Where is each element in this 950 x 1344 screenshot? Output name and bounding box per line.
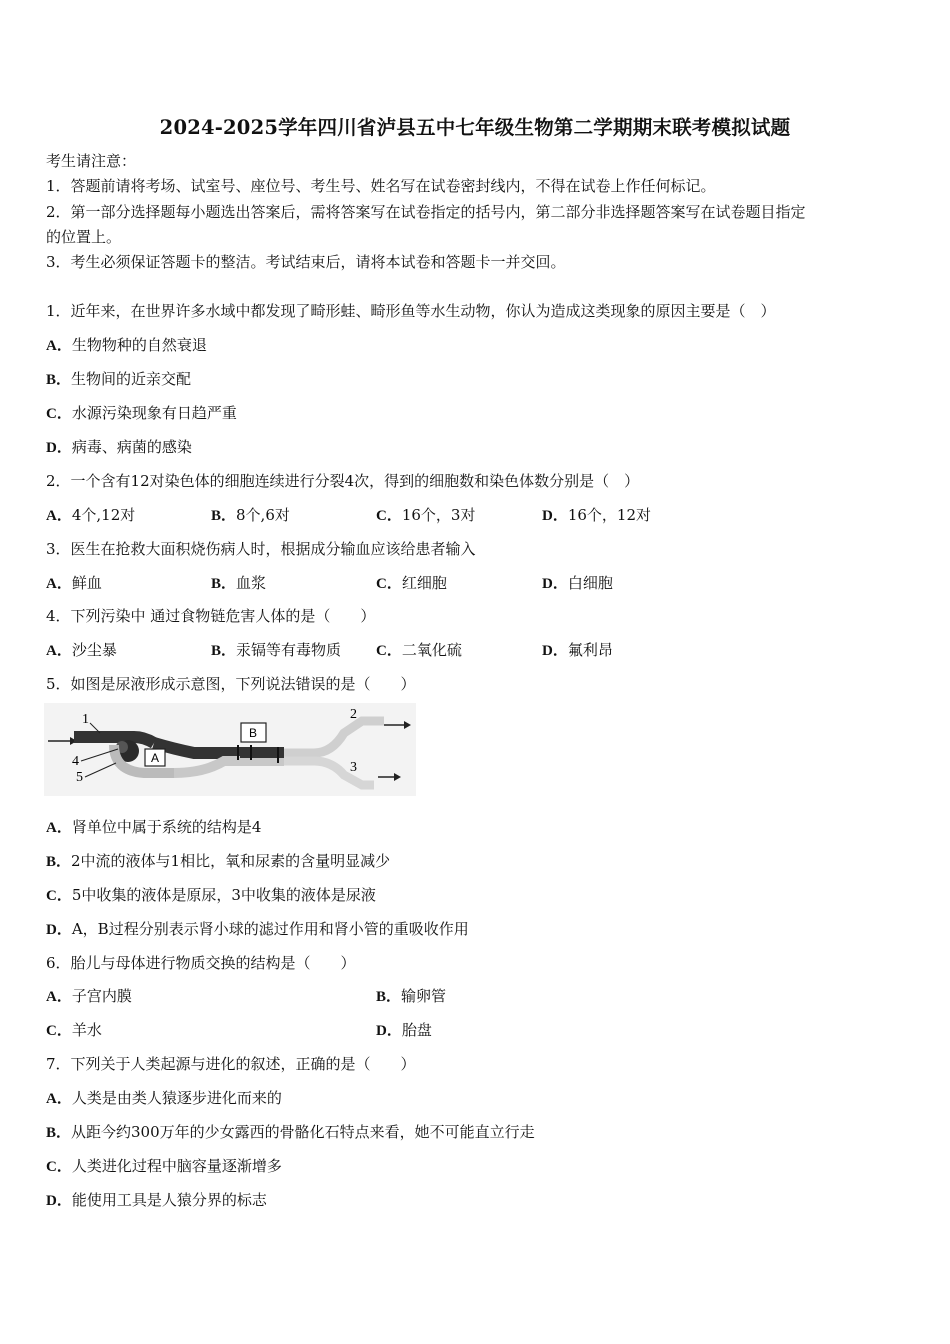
- question-stem: 4．下列污染中 通过食物链危害人体的是（ ）: [46, 607, 376, 625]
- option-label: C．: [46, 888, 72, 904]
- option-text: 8个,6对: [236, 506, 290, 524]
- option-label: B．: [211, 576, 237, 592]
- notice-item: 1．答题前请将考场、试室号、座位号、考生号、姓名写在试卷密封线内，不得在试卷上作任何标记。: [46, 177, 716, 195]
- option-label: D．: [542, 508, 568, 524]
- option-text: 血浆: [236, 574, 267, 592]
- option-text: 白细胞: [567, 574, 613, 592]
- option-c[interactable]: [46, 885, 376, 906]
- notice-item: 的位置上。: [46, 228, 122, 246]
- option-d[interactable]: [542, 573, 613, 594]
- question-stem: 1．近年来，在世界许多水域中都发现了畸形蛙、畸形鱼等水生动物，你认为造成这类现象的原因主要是（ ）: [46, 302, 776, 320]
- option-text: 水源污染现象有日趋严重: [71, 404, 237, 422]
- option-label: A．: [46, 989, 72, 1005]
- option-label: C．: [376, 576, 402, 592]
- urine-formation-diagram: [44, 703, 416, 796]
- option-label: B．: [46, 1125, 72, 1141]
- option-b[interactable]: [211, 505, 290, 526]
- option-c[interactable]: [46, 1156, 282, 1177]
- option-label: B．: [211, 643, 237, 659]
- option-a[interactable]: [46, 986, 132, 1007]
- option-a[interactable]: [46, 505, 135, 526]
- option-b[interactable]: [211, 640, 341, 661]
- option-b[interactable]: [211, 573, 266, 594]
- option-text: 胎盘: [401, 1021, 432, 1039]
- option-c[interactable]: [46, 1020, 102, 1041]
- option-text: 沙尘暴: [71, 641, 117, 659]
- process-label-a: A: [150, 751, 160, 765]
- option-text: 子宫内膜: [71, 987, 132, 1005]
- question-stem: 6．胎儿与母体进行物质交换的结构是（ ）: [46, 954, 356, 972]
- option-c[interactable]: [376, 573, 447, 594]
- afferent-vessel: [74, 737, 154, 743]
- option-text: 生物间的近亲交配: [71, 370, 192, 388]
- option-a[interactable]: [46, 817, 261, 838]
- option-text: 羊水: [71, 1021, 102, 1039]
- question-stem: 3．医生在抢救大面积烧伤病人时，根据成分输血应该给患者输入: [46, 540, 476, 558]
- option-d[interactable]: [46, 1190, 267, 1211]
- option-c[interactable]: [376, 640, 462, 661]
- option-text: 4个,12对: [71, 506, 136, 524]
- question-stem: 7．下列关于人类起源与进化的叙述，正确的是（ ）: [46, 1055, 416, 1073]
- question-stem: 2．一个含有12对染色体的细胞连续进行分裂4次，得到的细胞数和染色体数分别是（ ）: [46, 472, 640, 490]
- option-a[interactable]: [46, 1088, 282, 1109]
- option-label: C．: [376, 508, 402, 524]
- option-label: C．: [46, 1159, 72, 1175]
- option-c[interactable]: [46, 403, 237, 424]
- process-label-b: B: [248, 726, 258, 740]
- notice-item: 2．第一部分选择题每小题选出答案后，需将答案写在试卷指定的括号内，第二部分非选择题答案写在试卷题目指定: [46, 203, 806, 221]
- label-3: 3: [350, 760, 357, 775]
- option-c[interactable]: [376, 505, 475, 526]
- option-label: B．: [46, 372, 72, 388]
- option-label: D．: [376, 1023, 402, 1039]
- option-text: 氟利昂: [567, 641, 613, 659]
- option-label: C．: [46, 1023, 72, 1039]
- option-label: D．: [46, 1193, 72, 1209]
- option-text: 红细胞: [401, 574, 447, 592]
- option-label: A．: [46, 338, 72, 354]
- option-label: D．: [46, 440, 72, 456]
- option-text: 病毒、病菌的感染: [71, 438, 192, 456]
- option-d[interactable]: [46, 919, 469, 940]
- option-text: 16个，3对: [401, 506, 476, 524]
- option-d[interactable]: [46, 437, 192, 458]
- option-label: A．: [46, 576, 72, 592]
- page-title: 2024-2025学年四川省泸县五中七年级生物第二学期期末联考模拟试题: [159, 116, 791, 139]
- option-d[interactable]: [376, 1020, 432, 1041]
- option-label: A．: [46, 820, 72, 836]
- option-b[interactable]: [376, 986, 446, 1007]
- option-text: 汞镉等有毒物质: [236, 641, 342, 659]
- label-5: 5: [76, 770, 83, 785]
- option-label: D．: [542, 576, 568, 592]
- option-text: 人类是由类人猿逐步进化而来的: [71, 1089, 282, 1107]
- option-d[interactable]: [542, 505, 651, 526]
- option-text: 人类进化过程中脑容量逐渐增多: [71, 1157, 282, 1175]
- option-b[interactable]: [46, 1122, 535, 1143]
- option-text: 5中收集的液体是原尿，3中收集的液体是尿液: [71, 886, 376, 904]
- option-label: A．: [46, 643, 72, 659]
- option-label: D．: [542, 643, 568, 659]
- option-label: C．: [46, 406, 72, 422]
- option-text: 16个，12对: [567, 506, 652, 524]
- notice-item: 3．考生必须保证答题卡的整洁。考试结束后，请将本试卷和答题卡一并交回。: [46, 253, 566, 271]
- option-a[interactable]: [46, 640, 117, 661]
- option-b[interactable]: [46, 369, 191, 390]
- option-b[interactable]: [46, 851, 390, 872]
- option-label: B．: [46, 854, 72, 870]
- option-label: A．: [46, 508, 72, 524]
- option-text: A，B过程分别表示肾小球的滤过作用和肾小管的重吸收作用: [71, 920, 469, 938]
- option-text: 肾单位中属于系统的结构是4: [71, 818, 262, 836]
- option-label: B．: [376, 989, 402, 1005]
- option-label: C．: [376, 643, 402, 659]
- option-text: 生物物种的自然衰退: [71, 336, 207, 354]
- option-label: A．: [46, 1091, 72, 1107]
- option-label: D．: [46, 922, 72, 938]
- option-text: 2中流的液体与1相比，氧和尿素的含量明显减少: [71, 852, 391, 870]
- option-text: 二氧化硫: [401, 641, 462, 659]
- question-stem: 5．如图是尿液形成示意图，下列说法错误的是（ ）: [46, 675, 416, 693]
- label-4: 4: [72, 754, 79, 769]
- notice-heading: 考生请注意：: [46, 152, 137, 170]
- option-text: 输卵管: [401, 987, 447, 1005]
- option-d[interactable]: [542, 640, 613, 661]
- label-1: 1: [82, 712, 89, 727]
- option-text: 鲜血: [71, 574, 102, 592]
- label-2: 2: [350, 707, 357, 722]
- option-a[interactable]: [46, 573, 102, 594]
- option-text: 从距今约300万年的少女露西的骨骼化石特点来看，她不可能直立行走: [71, 1123, 535, 1141]
- option-text: 能使用工具是人猿分界的标志: [71, 1191, 267, 1209]
- option-label: B．: [211, 508, 237, 524]
- option-a[interactable]: [46, 335, 207, 356]
